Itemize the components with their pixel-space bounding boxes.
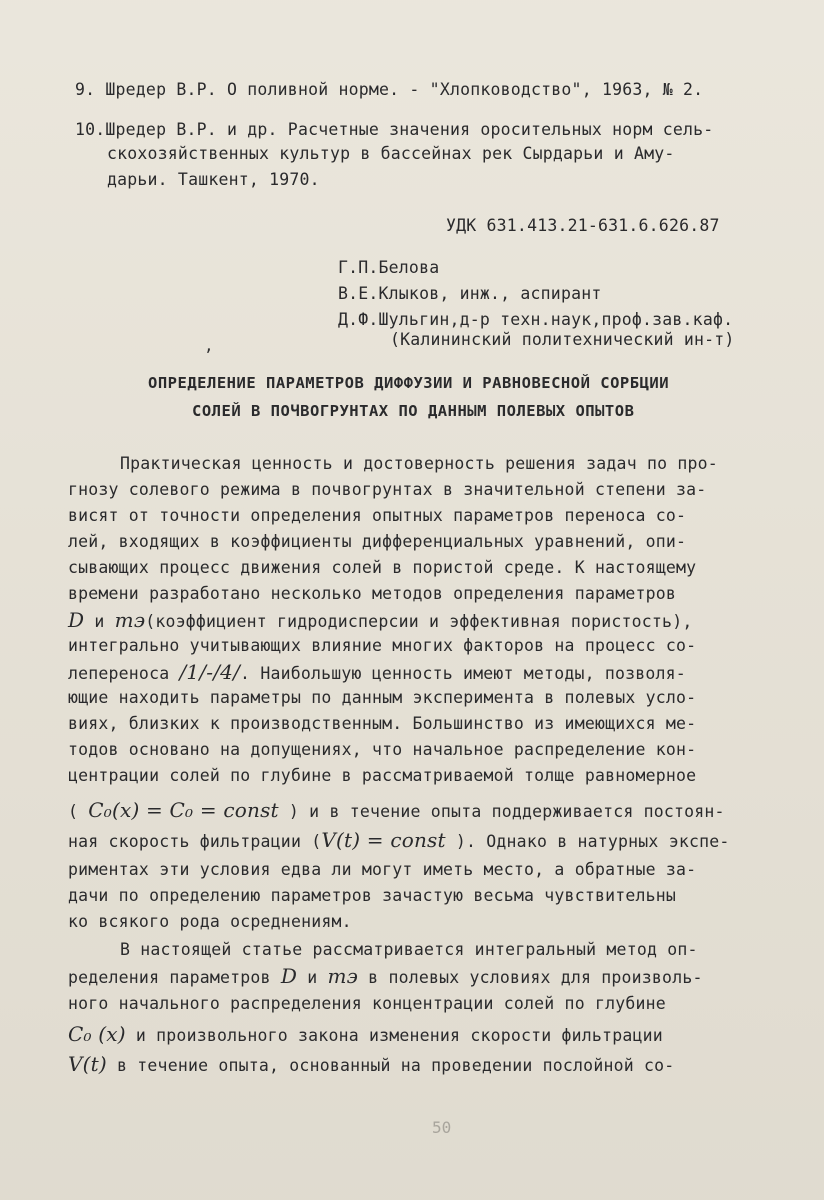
para2-line-5: [68, 1054, 674, 1076]
para1-line-14: [68, 800, 725, 822]
citation-ref: /1/-/4/: [179, 660, 241, 684]
symbol-D: D: [68, 608, 85, 632]
para2-line-2: [68, 966, 703, 988]
para1-line-18: ко всякого рода осреднениям.: [68, 912, 352, 931]
text-fragment: и произвольного закона изменения скорости фильтрации: [125, 1026, 663, 1045]
reference-10-line-2: скохозяйственных культур в бассейнах рек Сырдарьи и Аму-: [107, 144, 675, 163]
article-title-line-2: СОЛЕЙ В ПОЧВОГРУНТАХ ПО ДАННЫМ ПОЛЕВЫХ ОПЫТОВ: [192, 402, 635, 420]
text-fragment: ). Однако в натурных экспе-: [445, 832, 730, 851]
text-fragment: ) и в течение опыта поддерживается постоян-: [278, 802, 725, 821]
text-fragment: (: [68, 802, 89, 821]
reference-9: 9. Шредер В.Р. О поливной норме. - "Хлопководство", 1963, № 2.: [75, 80, 704, 99]
para2-line-4: [68, 1024, 663, 1046]
para2-line-1: В настоящей статье рассматривается интегральный метод оп-: [120, 940, 698, 959]
para1-line-5: сывающих процесс движения солей в пористой среде. К настоящему: [68, 558, 697, 577]
tick-mark: ,: [204, 336, 214, 355]
text-fragment: ная скорость фильтрации (: [68, 832, 322, 851]
para1-line-11: виях, близких к производственным. Большинство из имеющихся ме-: [68, 714, 697, 733]
text-fragment: в полевых условиях для произволь-: [358, 968, 703, 987]
para1-line-15: [68, 830, 730, 852]
text-fragment: в течение опыта, основанный на проведении послойной со-: [106, 1056, 675, 1075]
reference-10-line-1: 10.Шредер В.Р. и др. Расчетные значения оросительных норм сель-: [75, 120, 714, 139]
para1-line-1: Практическая ценность и достоверность решения задач по про-: [120, 454, 718, 473]
author-affiliation: (Калининский политехнический ин-т): [390, 330, 735, 349]
equation-c0: C₀(x) = C₀ = const: [88, 798, 279, 822]
para1-line-3: висят от точности определения опытных параметров переноса со-: [68, 506, 687, 525]
para1-line-4: лей, входящих в коэффициенты дифференциальных уравнений, опи-: [68, 532, 687, 551]
text-fragment: лепереноса: [68, 664, 180, 683]
para1-line-16: риментах эти условия едва ли могут иметь место, а обратные за-: [68, 860, 697, 879]
para1-line-8: интегрально учитывающих влияние многих факторов на процесс со-: [68, 636, 697, 655]
para1-line-13: центрации солей по глубине в рассматриваемой толще равномерное: [68, 766, 697, 785]
page-number: 50: [432, 1118, 452, 1137]
author-2: В.Е.Клыков, инж., аспирант: [338, 284, 602, 303]
para1-line-17: дачи по определению параметров зачастую весьма чувствительны: [68, 886, 677, 905]
symbol-m-e: mэ: [114, 608, 146, 632]
reference-10-line-3: дарьи. Ташкент, 1970.: [107, 170, 320, 189]
para1-line-6: времени разработано несколько методов определения параметров: [68, 584, 677, 603]
article-title-line-1: ОПРЕДЕЛЕНИЕ ПАРАМЕТРОВ ДИФФУЗИИ И РАВНОВЕСНОЙ СОРБЦИИ: [148, 374, 670, 392]
text-fragment: (коэффициент гидродисперсии и эффективная пористость),: [145, 612, 693, 631]
symbol-D: D: [280, 964, 298, 988]
text-fragment: ределения параметров: [68, 968, 281, 987]
text-fragment: и: [297, 968, 328, 987]
para1-line-7: [68, 610, 692, 632]
para2-line-3: ного начального распределения концентрации солей по глубине: [68, 994, 666, 1013]
symbol-c0-x: C₀ (x): [68, 1022, 126, 1046]
para1-line-12: тодов основано на допущениях, что начальное распределение кон-: [68, 740, 697, 759]
symbol-v-t: V(t): [68, 1052, 107, 1076]
para1-line-9: [68, 662, 686, 684]
symbol-m-e: mэ: [327, 964, 359, 988]
author-3: Д.Ф.Шульгин,д-р техн.наук,проф.зав.каф.: [338, 310, 734, 329]
para1-line-2: гнозу солевого режима в почвогрунтах в значительной степени за-: [68, 480, 707, 499]
author-1: Г.П.Белова: [338, 258, 440, 277]
udk-code: УДК 631.413.21-631.6.626.87: [446, 216, 720, 235]
equation-v: V(t) = const: [321, 828, 446, 852]
text-fragment: . Наибольшую ценность имеют методы, позволя-: [240, 664, 686, 683]
para1-line-10: ющие находить параметры по данным эксперимента в полевых усло-: [68, 688, 697, 707]
text-fragment: и: [84, 612, 115, 631]
